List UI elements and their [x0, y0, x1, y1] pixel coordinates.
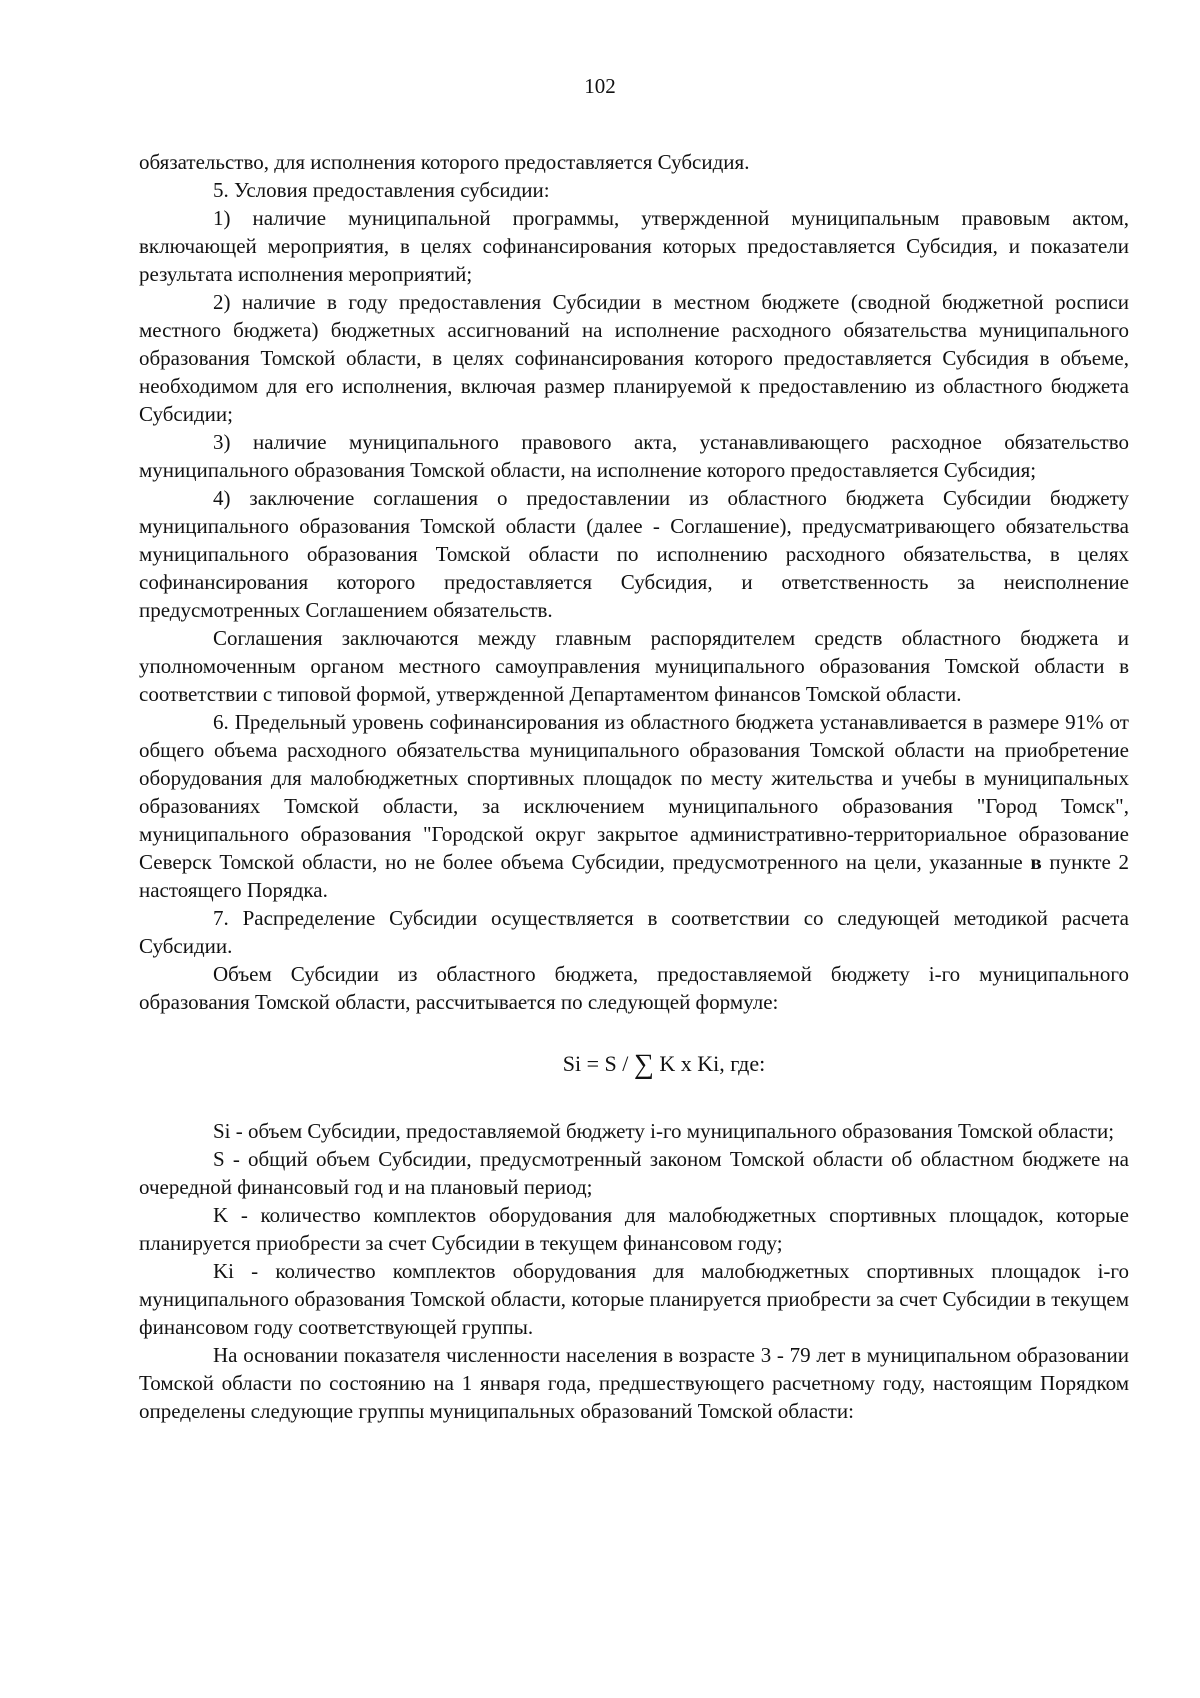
- definition-k: K - количество комплектов оборудования для малобюджетных спортивных площадок, которые планируется приобрести за счет Субсидии в текущем финансовом году;: [139, 1203, 1129, 1255]
- paragraph-item-6-bold: в: [1030, 850, 1042, 874]
- definition-si: Si - объем Субсидии, предоставляемой бюджету i-го муниципального образования Томской области;: [213, 1119, 1115, 1143]
- formula-right: K x Ki, где:: [659, 1051, 766, 1076]
- document-body: [139, 148, 1129, 1425]
- formula: [139, 1048, 1129, 1081]
- paragraph-condition-3: 3) наличие муниципального правового акта, устанавливающего расходное обязательство муниципального образования Томской области, на исполнение которого предоставляется Субсидия;: [139, 430, 1129, 482]
- paragraph-item-5: 5. Условия предоставления субсидии:: [213, 178, 550, 202]
- paragraph-condition-2: 2) наличие в году предоставления Субсидии в местном бюджете (сводной бюджетной росписи местного бюджета) бюджетных ассигнований на исполнение расходного обязательства муниципального образования Томской области, в целях софинансирования которого предоставляется Субсидия в объеме, необходимом для его исполнения, включая размер планируемой к предоставлению из областного бюджета Субсидии;: [139, 290, 1129, 426]
- paragraph-condition-4: 4) заключение соглашения о предоставлении из областного бюджета Субсидии бюджету муниципального образования Томской области (далее - Соглашение), предусматривающего обязательства муниципального образования Томской области по исполнению расходного обязательства, в целях софинансирования которого предоставляется Субсидия, и ответственность за неисполнение предусмотренных Соглашением обязательств.: [139, 486, 1129, 622]
- definition-s: S - общий объем Субсидии, предусмотренный законом Томской области об областном бюджете на очередной финансовый год и на плановый период;: [139, 1147, 1129, 1199]
- paragraph-groups: На основании показателя численности населения в возрасте 3 - 79 лет в муниципальном образовании Томской области по состоянию на 1 января года, предшествующего расчетному году, настоящим Порядком определены следующие группы муниципальных образований Томской области:: [139, 1343, 1129, 1423]
- paragraph-item-6-text: 6. Предельный уровень софинансирования из областного бюджета устанавливается в размере 91% от общего объема расходного обязательства муниципального образования Томской области на приобретение оборудования для малобюджетных спортивных площадок по месту жительства и учебы в муниципальных образованиях Томской области, за исключением муниципального образования "Город Томск", муниципального образования "Городской округ закрытое административно-территориальное образование Северск Томской области, но не более объема Субсидии, предусмотренного на цели, указанные: [139, 710, 1129, 874]
- paragraph-condition-1: 1) наличие муниципальной программы, утвержденной муниципальным правовым актом, включающей мероприятия, в целях софинансирования которых предоставляется Субсидия, и показатели результата исполнения мероприятий;: [139, 206, 1129, 286]
- paragraph-item-6: [139, 708, 1129, 904]
- paragraph-agreements: Соглашения заключаются между главным распорядителем средств областного бюджета и уполномоченным органом местного самоуправления муниципального образования Томской области в соответствии с типовой формой, утвержденной Департаментом финансов Томской области.: [139, 626, 1129, 706]
- paragraph-item-6-tail: пункте 2 настоящего Порядка.: [139, 850, 1130, 902]
- paragraph-volume: Объем Субсидии из областного бюджета, предоставляемой бюджету i-го муниципального образования Томской области, рассчитывается по следующей формуле:: [139, 962, 1129, 1014]
- definition-ki: Ki - количество комплектов оборудования для малобюджетных спортивных площадок i-го муниципального образования Томской области, которые планируется приобрести за счет Субсидии в текущем финансовом году соответствующей группы.: [139, 1259, 1129, 1339]
- sigma-symbol: ∑: [633, 1049, 654, 1080]
- paragraph-item-7: 7. Распределение Субсидии осуществляется в соответствии со следующей методикой расчета Субсидии.: [139, 906, 1129, 958]
- formula-left: Si = S /: [562, 1051, 629, 1076]
- page-number: 102: [584, 74, 616, 98]
- paragraph-continuation: обязательство, для исполнения которого предоставляется Субсидия.: [139, 150, 750, 174]
